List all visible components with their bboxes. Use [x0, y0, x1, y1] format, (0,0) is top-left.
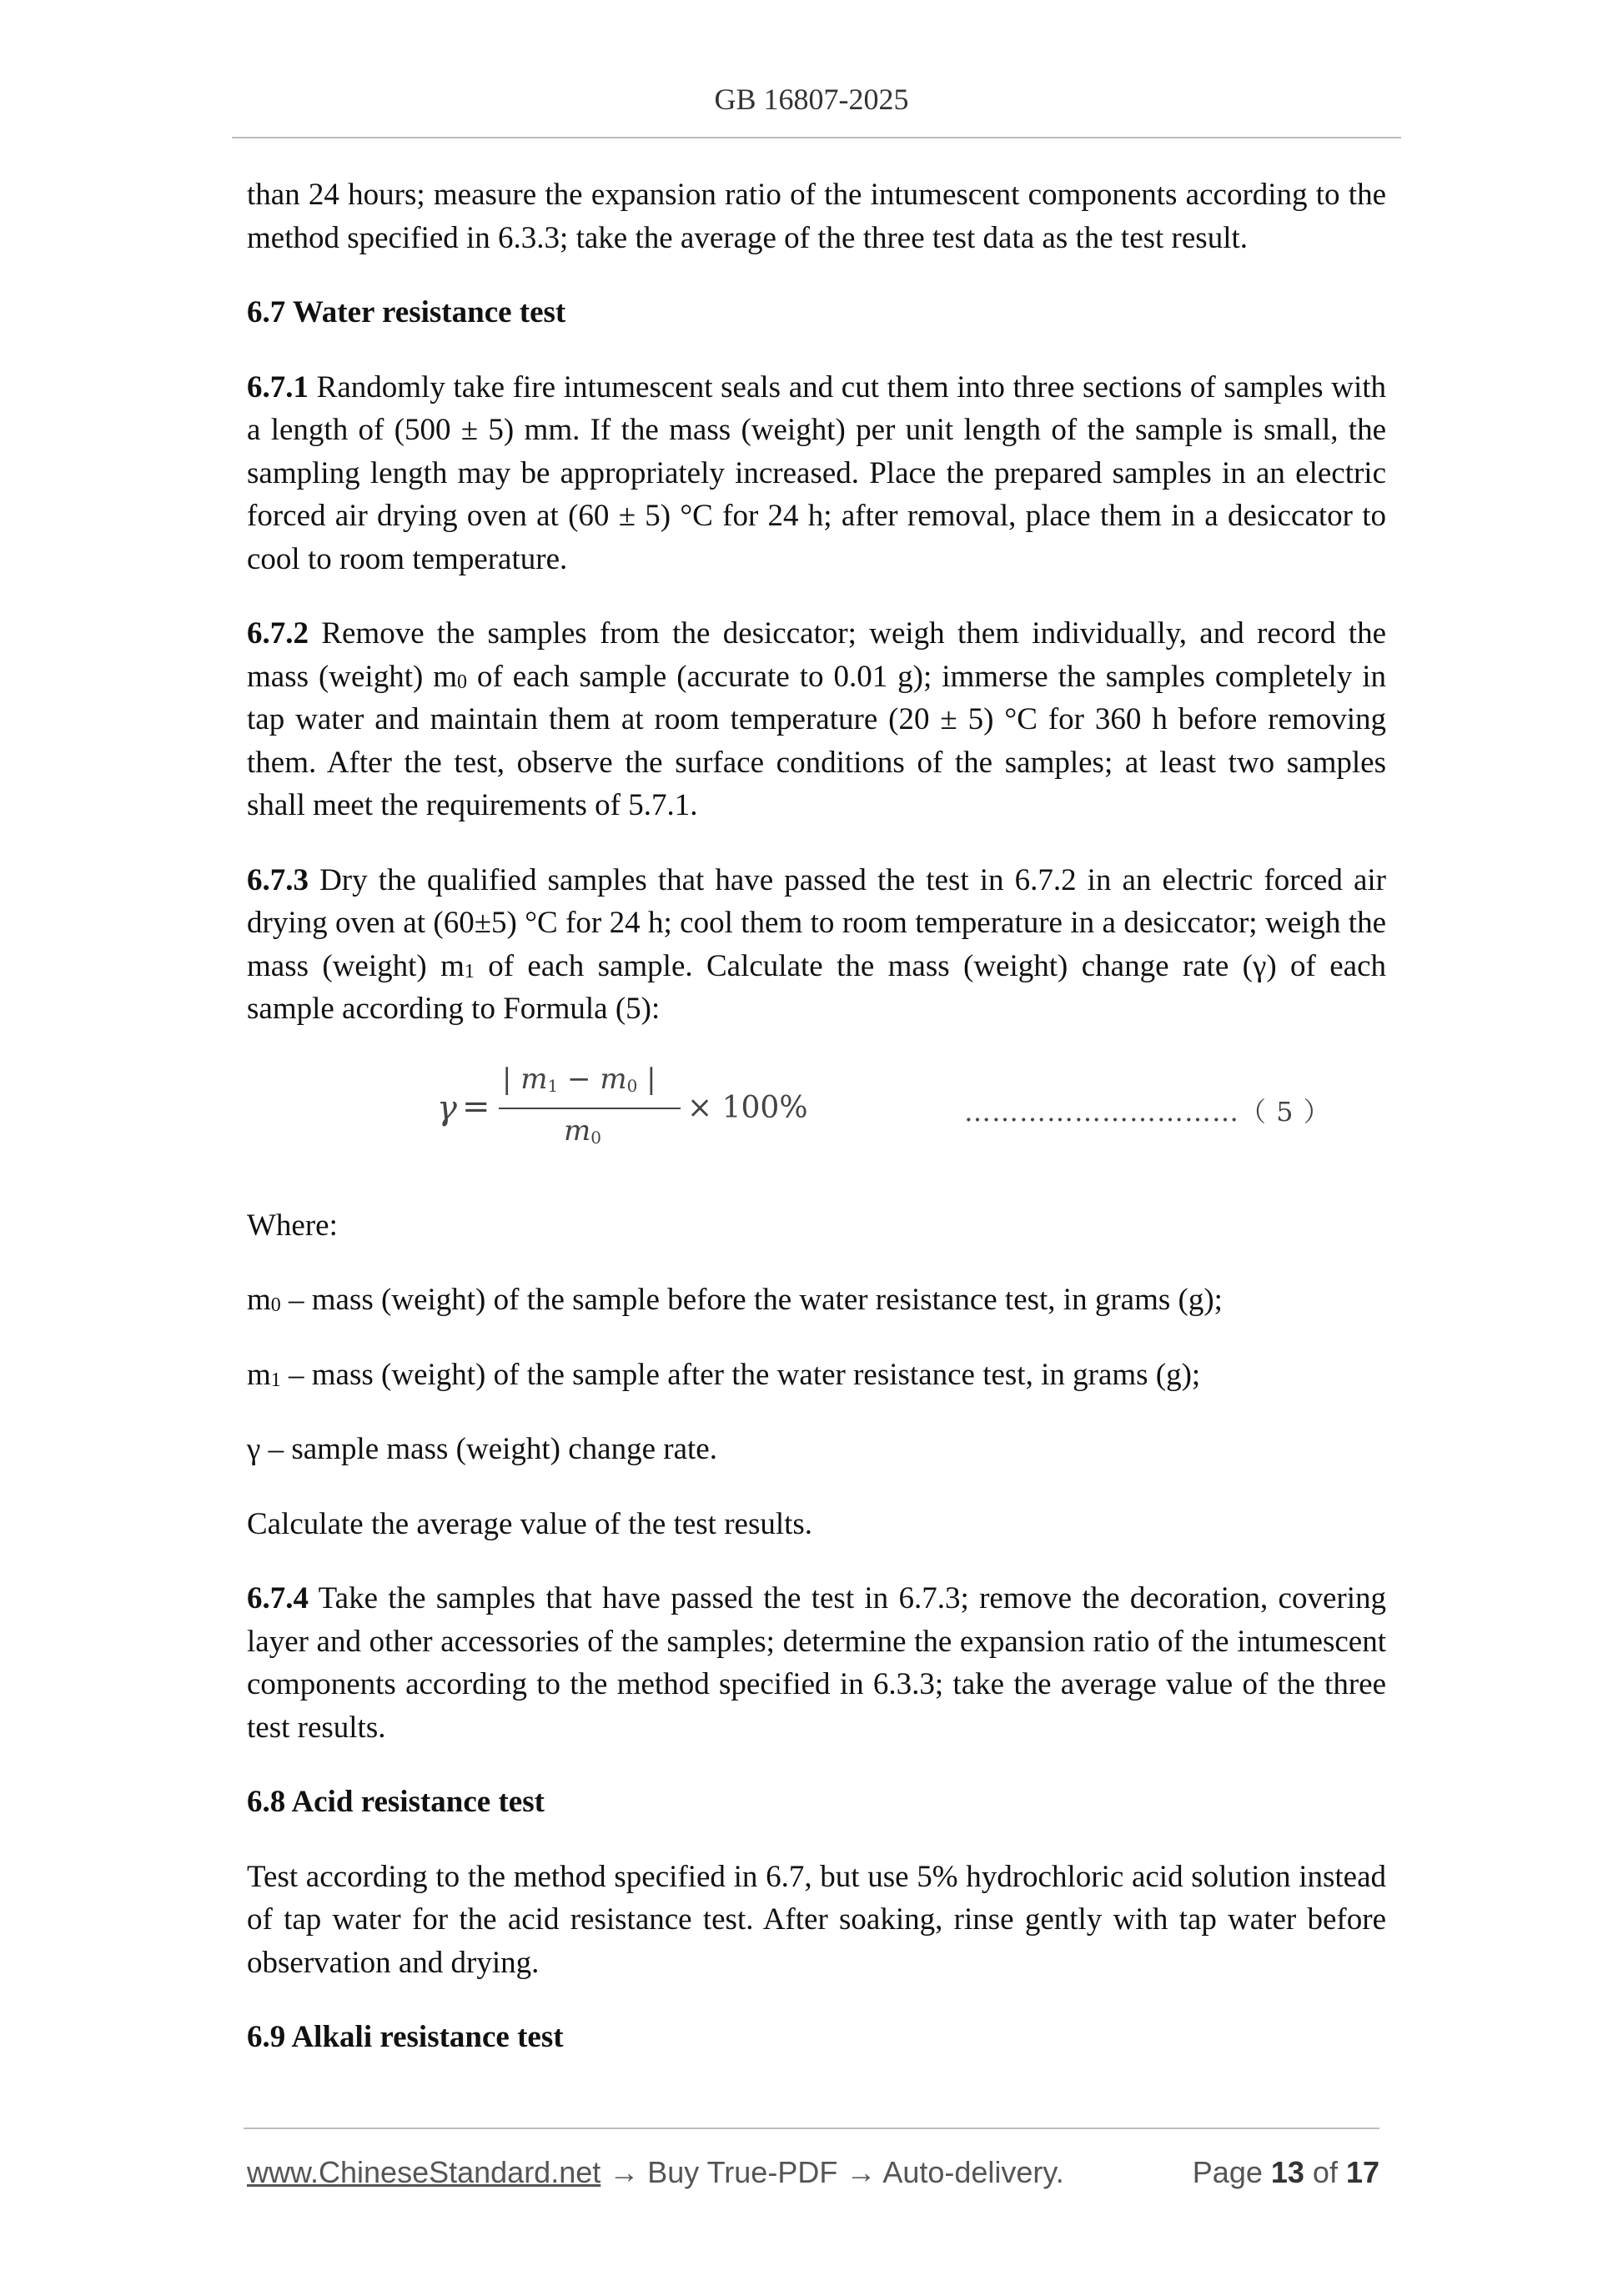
- page-word: Page: [1192, 2155, 1271, 2189]
- m0-subscript: 0: [626, 1075, 638, 1096]
- footer-promo: [247, 2155, 1064, 2190]
- current-page: 13: [1270, 2155, 1304, 2189]
- paragraph-6-8: Test according to the method specified in 6.7, but use 5% hydrochloric acid solution instead of tap water for the acid resistance test. After soaking, rinse gently with tap water before observation and drying.: [247, 1859, 1386, 1980]
- formula-multiplier: × 100%: [687, 1090, 808, 1125]
- website-link[interactable]: www.ChineseStandard.net: [247, 2155, 601, 2189]
- where-label: Where:: [247, 1208, 338, 1243]
- definition-m0: [247, 1279, 1386, 1322]
- clause-6-7-1: [247, 366, 1386, 581]
- standard-code: GB 16807-2025: [714, 83, 909, 116]
- subscript: 1: [464, 960, 475, 982]
- section-heading-6-9: 6.9 Alkali resistance test: [247, 2020, 564, 2054]
- clause-text: Randomly take fire intumescent seals and cut them into three sections of samples with a length of (500 ± 5) mm. If the mass (weight) per unit length of the sample is small, the sampling length may be appropriately increased. Place the prepared samples in an electric forced air drying oven at (60 ± 5) °C for 24 h; after removal, place them in a desiccator to cool to room temperature.: [247, 369, 1386, 576]
- minus-sign: −: [558, 1062, 600, 1096]
- page-number: [1193, 2155, 1379, 2190]
- page-header: [0, 82, 1623, 117]
- clause-6-7-2: [247, 612, 1386, 827]
- subscript: 0: [457, 671, 468, 693]
- of-word: of: [1304, 2155, 1346, 2189]
- definition-text: – mass (weight) of the sample before the water resistance test, in grams (g);: [280, 1283, 1223, 1317]
- formula-number-label: …………………………（ 5 ）: [964, 1095, 1331, 1128]
- symbol: m: [247, 1357, 271, 1392]
- m1-symbol: m: [520, 1062, 548, 1096]
- footer-tagline: → Buy True-PDF → Auto-delivery.: [600, 2155, 1064, 2189]
- m0-symbol: m: [600, 1062, 627, 1096]
- clause-number: 6.7.3: [247, 862, 309, 897]
- denominator-subscript: 0: [590, 1127, 601, 1148]
- clause-number: 6.7.4: [247, 1581, 309, 1615]
- clause-text-part-b: of each sample. Calculate the mass (weight) change rate (γ) of each sample according to Formula (5):: [247, 948, 1386, 1026]
- definition-gamma: γ – sample mass (weight) change rate.: [247, 1432, 717, 1466]
- clause-6-7-3: [247, 859, 1386, 1031]
- subscript: 0: [270, 1294, 281, 1316]
- formula-lhs: γ: [437, 1088, 457, 1128]
- section-heading-6-7: 6.7 Water resistance test: [247, 295, 566, 329]
- section-heading-6-8: 6.8 Acid resistance test: [247, 1785, 545, 1819]
- definition-m1: [247, 1354, 1386, 1397]
- m1-subscript: 1: [547, 1075, 559, 1096]
- clause-6-7-4: [247, 1577, 1386, 1749]
- denominator-symbol: m: [564, 1113, 591, 1148]
- formula-numerator: [502, 1063, 656, 1096]
- paragraph-intro: than 24 hours; measure the expansion ratio of the intumescent components according to the method specified in 6.3.3; take the average of the three test data as the test result.: [247, 178, 1386, 255]
- header-divider: [232, 137, 1401, 138]
- formula-equals: =: [462, 1087, 490, 1126]
- document-body: [247, 173, 1386, 2091]
- abs-bar-open: |: [502, 1062, 521, 1096]
- footer-divider: [244, 2128, 1379, 2129]
- clause-text-part-b: of each sample (accurate to 0.01 g); immerse the samples completely in tap water and maintain them at room temperature (20 ± 5) °C for 360 h before removing them. After the test, observe the surface conditions of the samples; at least two samples shall meet the requirements of 5.7.1.: [247, 659, 1386, 822]
- formula-denominator: [564, 1114, 601, 1148]
- paragraph-average: Calculate the average value of the test results.: [247, 1506, 813, 1541]
- abs-bar-close: |: [637, 1062, 656, 1096]
- total-pages: 17: [1345, 2155, 1379, 2189]
- clause-text-part-a: Remove the samples from the desiccator; weigh them individually, and record the mass (weight) m: [247, 616, 1387, 694]
- definition-text: – mass (weight) of the sample after the water resistance test, in grams (g);: [280, 1357, 1201, 1392]
- fraction-bar: [499, 1108, 681, 1109]
- clause-text: Take the samples that have passed the test in 6.7.3; remove the decoration, covering layer and other accessories of the samples; determine the expansion ratio of the intumescent components according to the method specified in 6.3.3; take the average value of the three test results.: [247, 1581, 1386, 1745]
- symbol: m: [247, 1283, 271, 1317]
- clause-text-part-a: Dry the qualified samples that have passed the test in 6.7.2 in an electric forced air drying oven at (60±5) °C for 24 h; cool them to room temperature in a desiccator; weigh the mass (weight) m: [247, 862, 1386, 983]
- subscript: 1: [270, 1369, 281, 1391]
- clause-number: 6.7.1: [247, 369, 309, 404]
- clause-number: 6.7.2: [247, 616, 309, 651]
- formula-5: [247, 1063, 1386, 1171]
